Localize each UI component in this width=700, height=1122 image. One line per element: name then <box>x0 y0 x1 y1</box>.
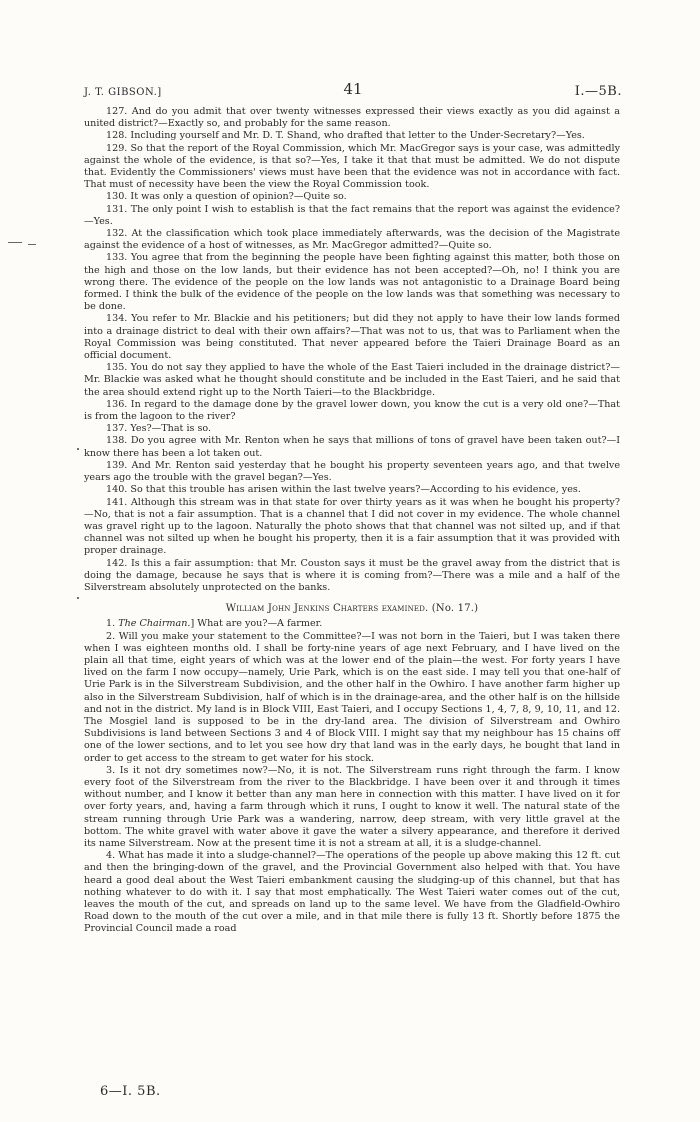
paragraph: 140. So that this trouble has arisen within the last twelve years?—According to his evidence, yes. <box>106 484 581 496</box>
paragraph: 128. Including yourself and Mr. D. T. Shand, who drafted that letter to the Under-Secretary?—Yes. <box>106 130 585 142</box>
paragraph: 4. What has made it into a sludge-channel?—The operations of the people up above making this 12 ft. cut and then the bringing-down of the gravel, and the Provincial Government also helped with that. You have heard a good deal about the West Taieri embankment causing the sludging-up of this channel, but that has nothing whatever to do with it. I say that most emphatically. The West Taieri water comes out of the cut, leaves the mouth of the cut, and spreads on land up to the same level. We have from the Gladfield-Owhiro Road down to the mouth of the cut over a mile, and in that mile there is fully 13 ft. Shortly before 1875 the Provincial Council made a road <box>84 850 620 935</box>
page-footer: 6—I. 5B. <box>100 1084 161 1099</box>
paragraph: 134. You refer to Mr. Blackie and his petitioners; but did they not apply to have their low lands formed into a drainage district to deal with their own affairs?—That was not to us, that was to Parliament when the Royal Commission was being constituted. That never appeared before the Taieri Drainage Board as an official document. <box>84 313 620 362</box>
question-text: ] What are you?—A farmer. <box>190 618 323 630</box>
paragraph: 132. At the classification which took place immediately afterwards, was the decision of the Magistrate against the evidence of a host of witnesses, as Mr. MacGregor admitted?—Quite so. <box>84 228 620 252</box>
page-header <box>84 80 622 99</box>
paragraph <box>84 618 620 630</box>
question-number: 1. <box>106 618 119 630</box>
paragraph: 142. Is this a fair assumption: that Mr. Couston says it must be the gravel away from the district that is doing the damage, because he says that is where it is coming from?—There was a mile and a half of the Silverstream absolutely unprotected on the banks. <box>84 557 620 593</box>
paragraph: 127. And do you admit that over twenty witnesses expressed their views exactly as you did against a united district?—Exactly so, and probably for the same reason. <box>84 106 620 130</box>
paragraph: 138. Do you agree with Mr. Renton when he says that millions of tons of gravel have been taken out?—I know there has been a lot taken out. <box>84 435 620 459</box>
witness-name-header: J. T. GIBSON.] <box>84 87 162 98</box>
paragraph: 2. Will you make your statement to the Committee?—I was not born in the Taieri, but I was taken there when I was eighteen months old. I shall be forty-nine years of age next February, and I have lived on the plain all that time, eight years of which was at the lower end of the plain—the west. For forty years I have lived on the farm I now occupy—namely, Urie Park, which is on the east side. I may tell you that one-half of Urie Park is in the Silverstream Subdivision, and the other half in the Owhiro. I have another farm higher up also in the Silverstream Subdivision, half of which is in the drainage-area, and the other half is on the hillside and not in the district. My land is in Block VIII, East Taieri, and I occupy Sections 1, 4, 7, 8, 9, 10, 11, and 12. The Mosgiel land is supposed to be in the dry-land area. The division of Silverstream and Owhiro Subdivisions is land between Sections 3 and 4 of Block VIII. I might say that my neighbour has 15 chains off one of the lower sections, and to let you see how dry that land was in the early days, he bought that land in order to get access to the stream to get water for his stock. <box>84 630 620 764</box>
page-body <box>84 106 620 936</box>
paragraph: 131. The only point I wish to establish is that the fact remains that the report was against the evidence?—Yes. <box>84 203 620 227</box>
section-heading <box>84 603 620 615</box>
margin-dot <box>77 448 79 450</box>
speaker-role: The Chairman. <box>118 618 191 630</box>
margin-mark <box>8 242 22 243</box>
margin-dot <box>77 597 79 599</box>
paragraph: 137. Yes?—That is so. <box>106 423 212 435</box>
paragraph: 135. You do not say they applied to have the whole of the East Taieri included in the drainage district?—Mr. Blackie was asked what he thought should constitute and be included in the East Taieri, and he said that the area should extend right up to the North Taieri—to the Blackbridge. <box>84 362 620 398</box>
witness-number: (No. 17.) <box>431 603 479 615</box>
paragraph: 133. You agree that from the beginning the people have been fighting against this matter, both those on the high and those on the low lands, but their evidence has not been accepted?—Oh, no! I think you are wrong there. The evidence of the people on the low lands was not antagonistic to a Drainage Board being formed. I think the bulk of the evidence of the people on the low lands was that something was necessary to be done. <box>84 252 620 313</box>
witness-heading: William John Jenkins Charters examined. <box>225 603 429 615</box>
paragraph: 130. It was only a question of opinion?—Quite so. <box>106 191 347 203</box>
paragraph: 3. Is it not dry sometimes now?—No, it is not. The Silverstream runs right through the farm. I know every foot of the Silverstream from the river to the Blackbridge. I have been over it and through it times without number, and I know it better than any man here in connection with this matter. I have lived on it for over forty years, and, having a farm through which it runs, I ought to know it well. The natural state of the stream running through Urie Park was a wandering, narrow, deep stream, with very little gravel at the bottom. The white gravel with water above it gave the water a silvery appearance, and therefore it derived its name Silverstream. Now at the present time it is not a stream at all, it is a sludge-channel. <box>84 764 620 849</box>
margin-mark <box>28 244 36 245</box>
paragraph: 141. Although this stream was in that state for over thirty years as it was when he bought his property?—No, that is not a fair assumption. That is a channel that I did not cover in my evidence. The whole channel was gravel right up to the lagoon. Naturally the photo shows that that channel was not silted up, and if that channel was not silted up when he bought his property, then it is a fair assumption that it was provided with proper drainage. <box>84 496 620 557</box>
paragraph: 129. So that the report of the Royal Commission, which Mr. MacGregor says is your case, was admittedly against the whole of the evidence, is that so?—Yes, I take it that that must be admitted. We do not dispute that. Evidently the Commissioners' views must have been that the evidence was not in accordance with fact. That must of necessity have been the view the Royal Commission took. <box>84 142 620 191</box>
document-reference: I.—5B. <box>574 84 622 99</box>
paragraph: 139. And Mr. Renton said yesterday that he bought his property seventeen years ago, and that twelve years ago the trouble with the gravel began?—Yes. <box>84 459 620 484</box>
paragraph: 136. In regard to the damage done by the gravel lower down, you know the cut is a very old one?—That is from the lagoon to the river? <box>84 398 620 423</box>
page-number: 41 <box>343 80 363 98</box>
